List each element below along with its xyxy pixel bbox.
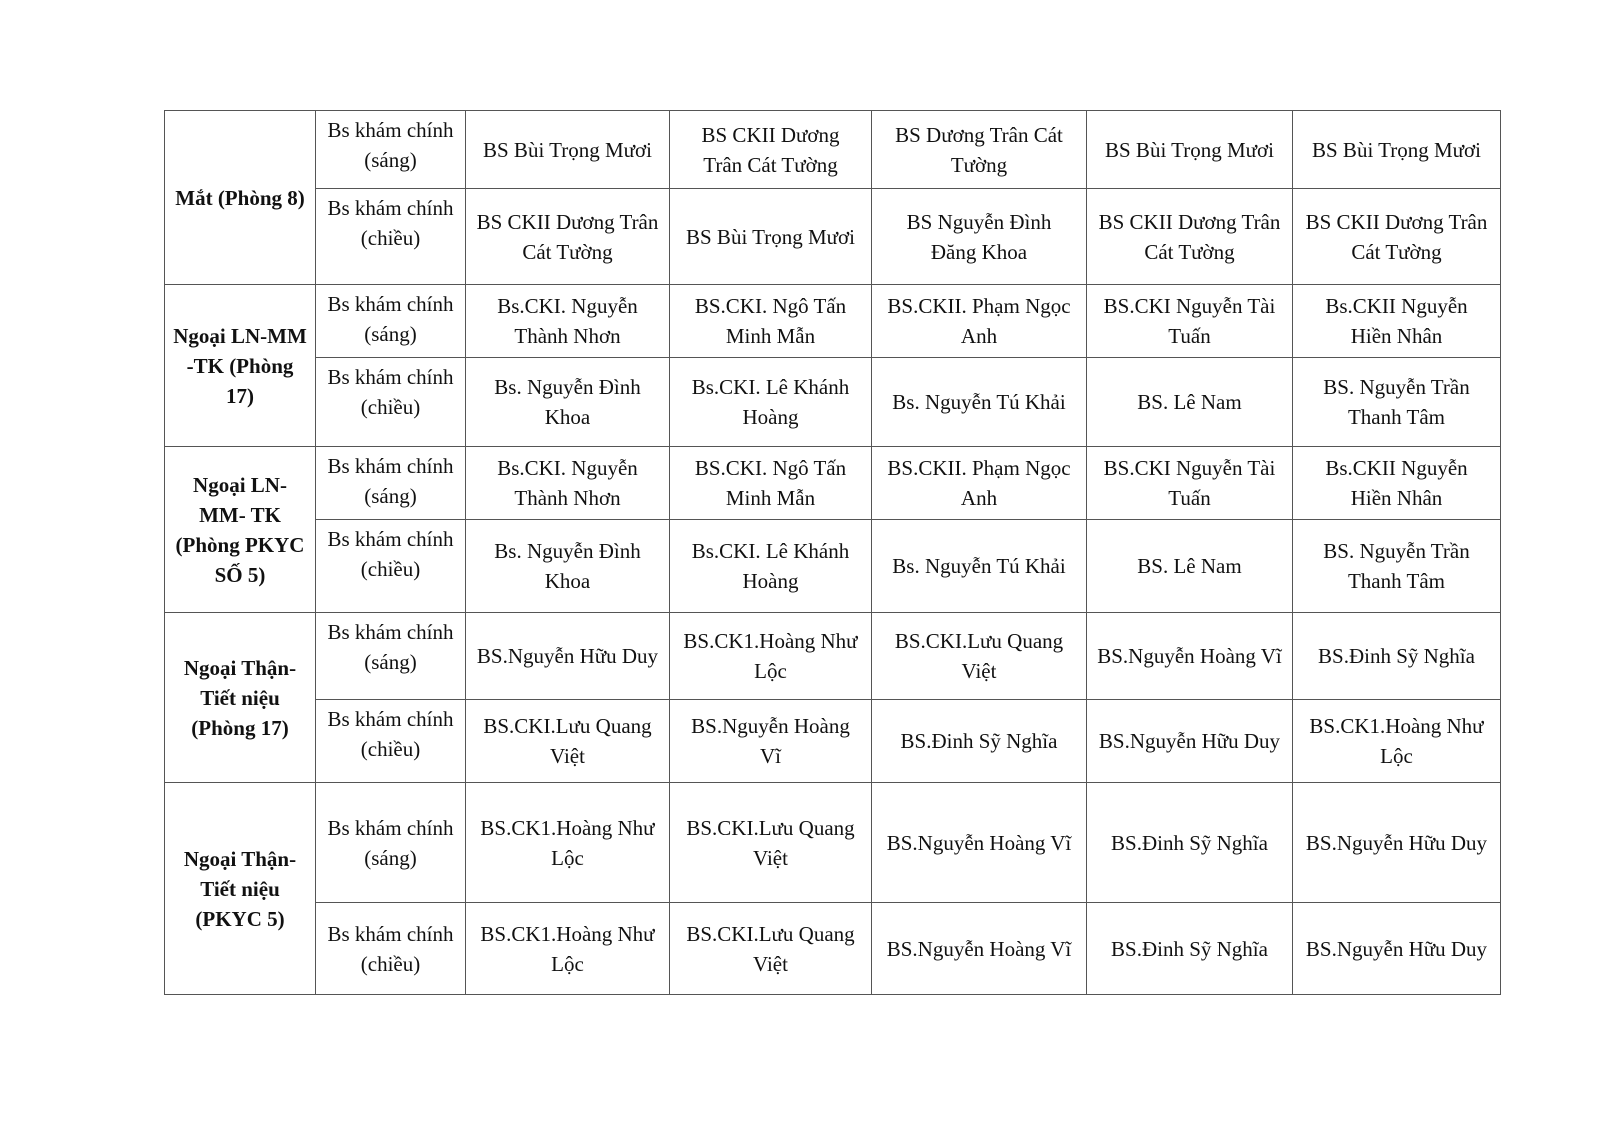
- doctor-cell: BS CKII Dương Trân Cát Tường: [1087, 189, 1293, 285]
- doctor-cell: BS. Nguyễn Trần Thanh Tâm: [1293, 358, 1501, 447]
- department-cell: Ngoại LN-MM -TK (Phòng 17): [165, 285, 316, 447]
- doctor-cell: BS.Nguyễn Hữu Duy: [1293, 783, 1501, 903]
- doctor-cell: Bs.CKI. Nguyễn Thành Nhơn: [466, 285, 670, 358]
- shift-cell: Bs khám chính (chiều): [316, 903, 466, 995]
- doctor-cell: BS.CKI Nguyễn Tài Tuấn: [1087, 447, 1293, 520]
- doctor-cell: BS.Nguyễn Hữu Duy: [1293, 903, 1501, 995]
- doctor-cell: BS.CKI.Lưu Quang Việt: [670, 783, 872, 903]
- doctor-cell: BS.CK1.Hoàng Như Lộc: [466, 783, 670, 903]
- doctor-cell: BS.CKI. Ngô Tấn Minh Mẫn: [670, 285, 872, 358]
- department-cell: Mắt (Phòng 8): [165, 111, 316, 285]
- doctor-cell: BS. Lê Nam: [1087, 358, 1293, 447]
- doctor-cell: BS.Đinh Sỹ Nghĩa: [872, 700, 1087, 783]
- doctor-cell: BS Bùi Trọng Mươi: [670, 189, 872, 285]
- doctor-cell: BS.CKI. Ngô Tấn Minh Mẫn: [670, 447, 872, 520]
- doctor-cell: Bs. Nguyễn Tú Khải: [872, 520, 1087, 613]
- doctor-cell: Bs. Nguyễn Đình Khoa: [466, 520, 670, 613]
- doctor-cell: Bs.CKII Nguyễn Hiền Nhân: [1293, 285, 1501, 358]
- table-row: [165, 447, 1501, 520]
- table-row: [165, 613, 1501, 700]
- doctor-cell: BS.CKI Nguyễn Tài Tuấn: [1087, 285, 1293, 358]
- doctor-cell: Bs.CKII Nguyễn Hiền Nhân: [1293, 447, 1501, 520]
- shift-cell: Bs khám chính (sáng): [316, 111, 466, 189]
- table-row: [165, 189, 1501, 285]
- doctor-cell: Bs.CKI. Lê Khánh Hoàng: [670, 358, 872, 447]
- table-row: [165, 358, 1501, 447]
- doctor-schedule-table: [164, 110, 1501, 995]
- doctor-cell: Bs.CKI. Nguyễn Thành Nhơn: [466, 447, 670, 520]
- shift-cell: Bs khám chính (sáng): [316, 285, 466, 358]
- doctor-cell: BS.CKII. Phạm Ngọc Anh: [872, 285, 1087, 358]
- doctor-cell: BS.Đinh Sỹ Nghĩa: [1087, 783, 1293, 903]
- doctor-cell: BS.Nguyễn Hoàng Vĩ: [872, 783, 1087, 903]
- department-cell: Ngoại LN- MM- TK (Phòng PKYC SỐ 5): [165, 447, 316, 613]
- doctor-cell: BS.CKI.Lưu Quang Việt: [872, 613, 1087, 700]
- document-page: [164, 110, 1500, 995]
- doctor-cell: BS.Đinh Sỹ Nghĩa: [1087, 903, 1293, 995]
- doctor-cell: BS CKII Dương Trân Cát Tường: [1293, 189, 1501, 285]
- table-row: [165, 903, 1501, 995]
- doctor-cell: BS Nguyễn Đình Đăng Khoa: [872, 189, 1087, 285]
- doctor-cell: BS.CK1.Hoàng Như Lộc: [1293, 700, 1501, 783]
- doctor-cell: BS Bùi Trọng Mươi: [466, 111, 670, 189]
- doctor-cell: BS Dương Trân Cát Tường: [872, 111, 1087, 189]
- shift-cell: Bs khám chính (chiều): [316, 700, 466, 783]
- doctor-cell: BS.CK1.Hoàng Như Lộc: [670, 613, 872, 700]
- doctor-cell: BS.Nguyễn Hữu Duy: [1087, 700, 1293, 783]
- shift-cell: Bs khám chính (chiều): [316, 358, 466, 447]
- doctor-cell: BS CKII Dương Trân Cát Tường: [670, 111, 872, 189]
- doctor-cell: BS.CKII. Phạm Ngọc Anh: [872, 447, 1087, 520]
- doctor-cell: BS.CKI.Lưu Quang Việt: [670, 903, 872, 995]
- doctor-cell: BS.Nguyễn Hoàng Vĩ: [872, 903, 1087, 995]
- doctor-cell: BS Bùi Trọng Mươi: [1087, 111, 1293, 189]
- doctor-cell: BS. Lê Nam: [1087, 520, 1293, 613]
- department-cell: Ngoại Thận- Tiết niệu (Phòng 17): [165, 613, 316, 783]
- shift-cell: Bs khám chính (chiều): [316, 189, 466, 285]
- doctor-cell: Bs.CKI. Lê Khánh Hoàng: [670, 520, 872, 613]
- table-row: [165, 700, 1501, 783]
- doctor-cell: Bs. Nguyễn Tú Khải: [872, 358, 1087, 447]
- table-row: [165, 520, 1501, 613]
- table-row: [165, 783, 1501, 903]
- doctor-cell: BS Bùi Trọng Mươi: [1293, 111, 1501, 189]
- doctor-cell: BS.Đinh Sỹ Nghĩa: [1293, 613, 1501, 700]
- table-row: [165, 111, 1501, 189]
- shift-cell: Bs khám chính (sáng): [316, 783, 466, 903]
- department-cell: Ngoại Thận- Tiết niệu (PKYC 5): [165, 783, 316, 995]
- doctor-cell: BS.CK1.Hoàng Như Lộc: [466, 903, 670, 995]
- table-row: [165, 285, 1501, 358]
- doctor-cell: Bs. Nguyễn Đình Khoa: [466, 358, 670, 447]
- doctor-cell: BS.CKI.Lưu Quang Việt: [466, 700, 670, 783]
- doctor-cell: BS CKII Dương Trân Cát Tường: [466, 189, 670, 285]
- doctor-cell: BS.Nguyễn Hoàng Vĩ: [1087, 613, 1293, 700]
- doctor-cell: BS. Nguyễn Trần Thanh Tâm: [1293, 520, 1501, 613]
- doctor-cell: BS.Nguyễn Hoàng Vĩ: [670, 700, 872, 783]
- shift-cell: Bs khám chính (sáng): [316, 613, 466, 700]
- shift-cell: Bs khám chính (sáng): [316, 447, 466, 520]
- doctor-cell: BS.Nguyễn Hữu Duy: [466, 613, 670, 700]
- shift-cell: Bs khám chính (chiều): [316, 520, 466, 613]
